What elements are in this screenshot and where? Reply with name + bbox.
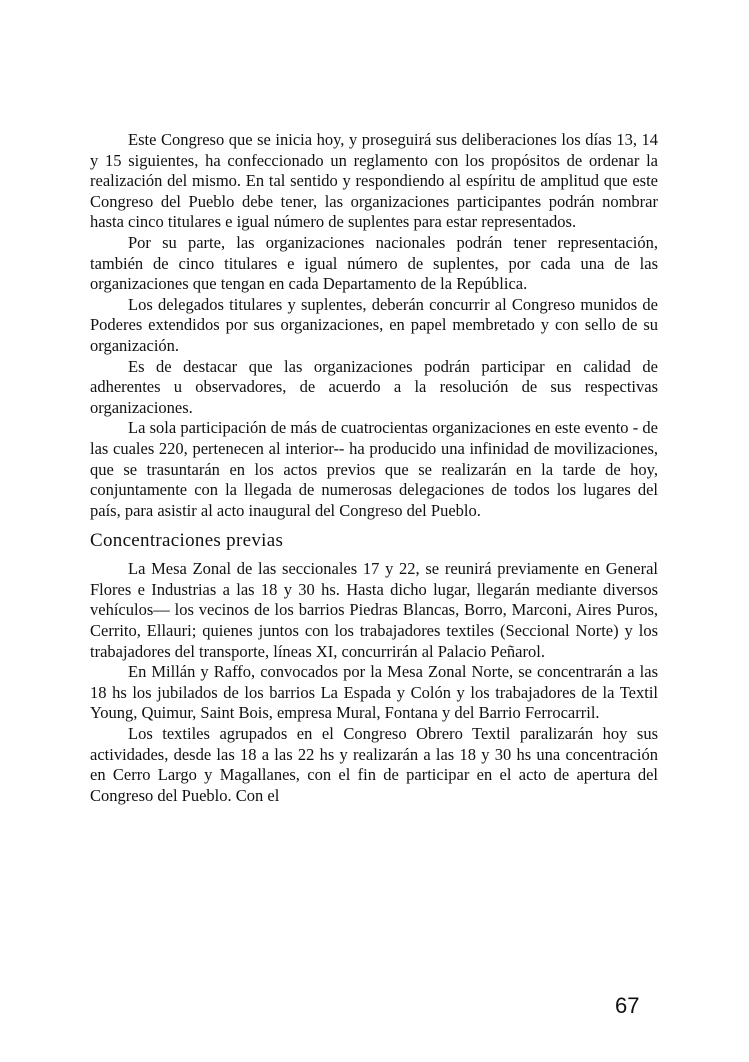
paragraph-participacion: La sola participación de más de cuatrocientas organizaciones en este evento - de las cuales 220, pertenecen al interior-- ha producido una infinidad de movilizaciones, que se trasuntarán en los actos previos que se realizarán en la tarde de hoy, conjuntamente con la llegada de numerosas delegaciones de todos los lugares del país, para asistir al acto inaugural del Congreso del Pueblo. <box>90 418 658 520</box>
paragraph-delegados: Los delegados titulares y suplentes, deberán concurrir al Congreso munidos de Poderes extendidos por sus organizaciones, en papel membretado y con sello de su organización. <box>90 294 658 355</box>
paragraph-millan-raffo: En Millán y Raffo, convocados por la Mesa Zonal Norte, se concentrarán a las 18 hs los jubilados de los barrios La Espada y Colón y los trabajadores de la Textil Young, Quimur, Saint Bois, empresa Mural, Fontana y del Barrio Ferrocarril. <box>90 662 658 723</box>
section-heading: Concentraciones previas <box>90 530 284 552</box>
paragraph-textiles: Los textiles agrupados en el Congreso Obrero Textil paralizarán hoy sus actividades, desde las 18 a las 22 hs y realizarán a las 18 y 30 hs una concentración en Cerro Largo y Magallanes, con el fin de participar en el acto de apertura del Congreso del Pueblo. Con el <box>90 724 658 805</box>
page-body <box>90 130 658 806</box>
page-number: 67 <box>615 993 640 1018</box>
paragraph-congreso-inicio: Este Congreso que se inicia hoy, y proseguirá sus deliberaciones los días 13, 14 y 15 siguientes, ha confeccionado un reglamento con los propósitos de ordenar la realización del mismo. En tal sentido y respondiendo al espíritu de amplitud que este Congreso del Pueblo debe tener, las organizaciones participantes podrán nombrar hasta cinco titulares e igual número de suplentes para estar representados. <box>90 130 658 232</box>
paragraph-mesa-zonal: La Mesa Zonal de las seccionales 17 y 22, se reunirá previamente en General Flores e Industrias a las 18 y 30 hs. Hasta dicho lugar, llegarán mediante diversos vehículos— los vecinos de los barrios Piedras Blancas, Borro, Marconi, Aires Puros, Cerrito, Ellauri; quienes juntos con los trabajadores textiles (Seccional Norte) y los trabajadores del transporte, líneas XI, concurrirán al Palacio Peñarol. <box>90 559 658 661</box>
paragraph-adherentes: Es de destacar que las organizaciones podrán participar en calidad de adherentes u observadores, de acuerdo a la resolución de sus respectivas organizaciones. <box>90 356 658 417</box>
paragraph-organizaciones-nacionales: Por su parte, las organizaciones nacionales podrán tener representación, también de cinco titulares e igual número de suplentes, por cada una de las organizaciones que tengan en cada Departamento de la República. <box>90 232 658 294</box>
